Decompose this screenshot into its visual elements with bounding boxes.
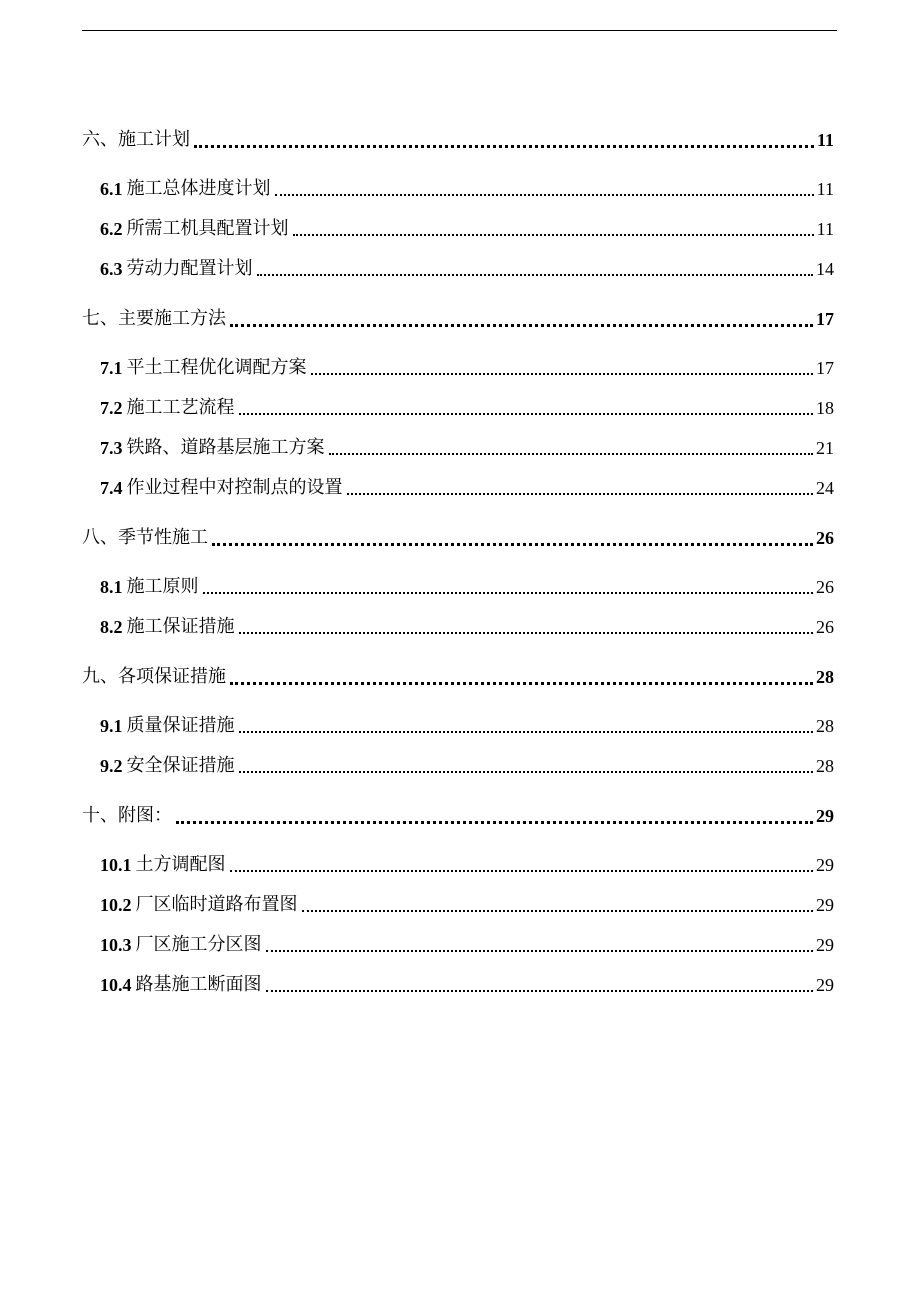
toc-entry-page: 26 [816,528,834,548]
toc-entry-number: 8.1 [100,577,123,597]
toc-entry-number: 10.3 [100,935,132,955]
toc-entry-chapter-8[interactable] [82,525,834,551]
toc-entry-number: 8.2 [100,617,123,637]
toc-dot-leader [266,950,814,952]
toc-entry-page: 28 [816,756,834,776]
toc-dot-leader [194,145,814,148]
toc-dot-leader [239,413,814,415]
toc-entry-number: 7.1 [100,358,123,378]
toc-entry-title: 厂区施工分区图 [135,934,262,955]
toc-entry-7-3[interactable] [100,435,834,461]
toc-entry-page: 29 [816,806,834,826]
toc-dot-leader [347,493,814,495]
toc-entry-number: 6.2 [100,219,123,239]
toc-entry-title: 施工保证措施 [126,616,235,637]
toc-entry-page: 26 [816,577,834,597]
toc-entry-9-2[interactable] [100,753,834,779]
toc-entry-8-2[interactable] [100,614,834,640]
toc-entry-page: 24 [816,478,834,498]
toc-dot-leader [311,373,814,375]
toc-dot-leader [293,234,814,236]
toc-entry-title: 七、主要施工方法 [82,308,226,329]
toc-entry-page: 26 [816,617,834,637]
toc-entry-title: 八、季节性施工 [82,527,208,548]
toc-entry-8-1[interactable] [100,574,834,600]
toc-entry-7-1[interactable] [100,355,834,381]
toc-entry-title: 平土工程优化调配方案 [126,357,307,378]
toc-entry-number: 6.3 [100,259,123,279]
toc-entry-page: 29 [816,895,834,915]
toc-entry-title: 六、施工计划 [82,129,190,150]
toc-entry-chapter-6[interactable] [82,127,834,153]
toc-dot-leader [212,543,813,546]
toc-dot-leader [239,632,814,634]
toc-entry-title: 土方调配图 [135,854,226,875]
toc-entry-title: 安全保证措施 [126,755,235,776]
toc-entry-title: 施工原则 [126,576,199,597]
toc-entry-number: 7.4 [100,478,123,498]
toc-entry-number: 9.2 [100,756,123,776]
toc-dot-leader [230,682,813,685]
toc-entry-page: 21 [816,438,834,458]
toc-entry-6-3[interactable] [100,256,834,282]
toc-entry-title: 九、各项保证措施 [82,666,226,687]
toc-entry-6-2[interactable] [100,216,834,242]
toc-entry-page: 29 [816,855,834,875]
toc-dot-leader [230,324,813,327]
toc-dot-leader [275,194,814,196]
toc-entry-number: 9.1 [100,716,123,736]
toc-entry-page: 29 [816,975,834,995]
toc-entry-9-1[interactable] [100,713,834,739]
toc-entry-title: 十、附图： [82,805,172,826]
toc-entry-title: 质量保证措施 [126,715,235,736]
toc-entry-number: 10.1 [100,855,132,875]
toc-entry-title: 施工工艺流程 [126,397,235,418]
toc-entry-chapter-9[interactable] [82,664,834,690]
toc-entry-page: 17 [816,358,834,378]
toc-entry-page: 28 [816,667,834,687]
toc-entry-title: 劳动力配置计划 [126,258,253,279]
toc-entry-number: 10.2 [100,895,132,915]
toc-entry-number: 7.2 [100,398,123,418]
toc-entry-page: 28 [816,716,834,736]
toc-entry-number: 10.4 [100,975,132,995]
toc-entry-7-4[interactable] [100,475,834,501]
toc-dot-leader [266,990,814,992]
toc-dot-leader [257,274,814,276]
toc-entry-10-2[interactable] [100,892,834,918]
toc-entry-title: 厂区临时道路布置图 [135,894,298,915]
toc-entry-number: 6.1 [100,179,123,199]
toc-entry-title: 路基施工断面图 [135,974,262,995]
toc-dot-leader [329,453,814,455]
toc-entry-number: 7.3 [100,438,123,458]
toc-dot-leader [176,821,813,824]
toc-entry-title: 铁路、道路基层施工方案 [126,437,325,458]
toc-entry-10-4[interactable] [100,972,834,998]
toc-entry-page: 11 [816,130,834,150]
toc-entry-10-3[interactable] [100,932,834,958]
toc-entry-6-1[interactable] [100,176,834,202]
toc-entry-title: 施工总体进度计划 [126,178,271,199]
toc-dot-leader [239,771,814,773]
toc-dot-leader [302,910,814,912]
toc-entry-title: 所需工机具配置计划 [126,218,289,239]
toc-entry-10-1[interactable] [100,852,834,878]
toc-dot-leader [239,731,814,733]
toc-dot-leader [230,870,814,872]
toc-entry-title: 作业过程中对控制点的设置 [126,477,343,498]
toc-entry-chapter-10[interactable] [82,803,834,829]
toc-entry-page: 11 [816,219,834,239]
toc-dot-leader [203,592,814,594]
toc-entry-page: 18 [816,398,834,418]
toc-entry-page: 14 [816,259,834,279]
toc-entry-page: 17 [816,309,834,329]
toc-entry-page: 11 [816,179,834,199]
toc-entry-7-2[interactable] [100,395,834,421]
toc-entry-page: 29 [816,935,834,955]
toc-entry-chapter-7[interactable] [82,306,834,332]
